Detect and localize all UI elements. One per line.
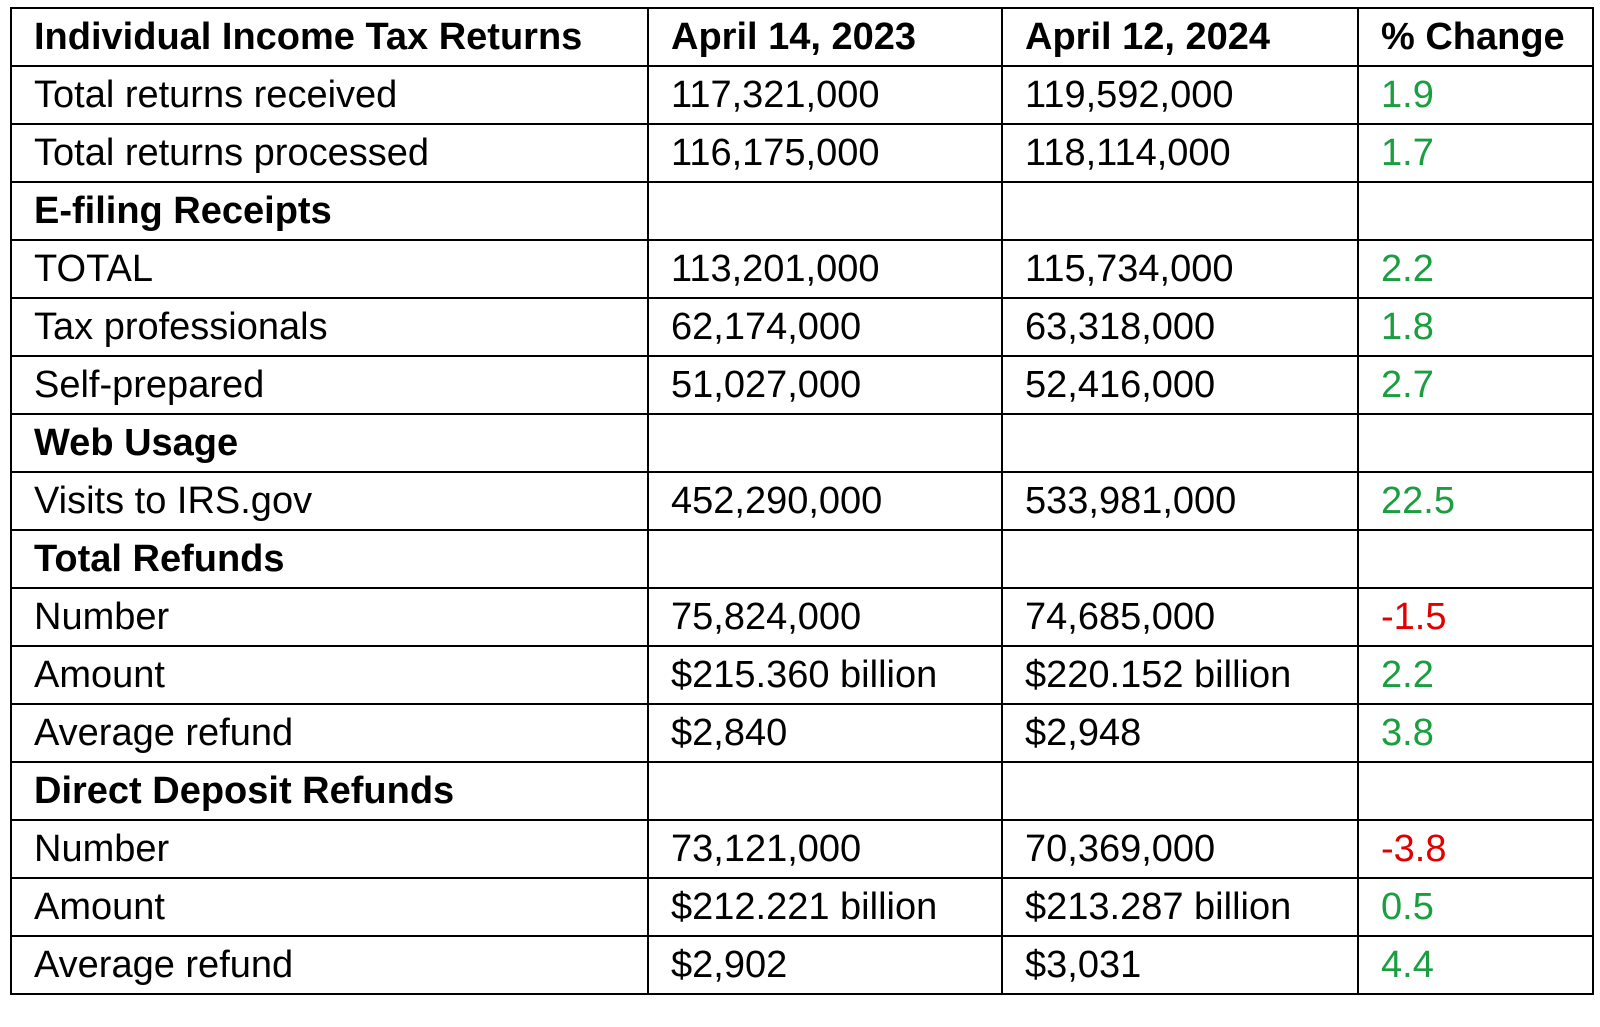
value-2024: 70,369,000 [1002,820,1358,878]
table-row [11,298,1593,356]
section-title: Direct Deposit Refunds [11,762,648,820]
value-2024: $213.287 billion [1002,878,1358,936]
table-row [11,240,1593,298]
percent-change: 1.8 [1358,298,1593,356]
percent-change: 4.4 [1358,936,1593,994]
percent-change: -3.8 [1358,820,1593,878]
value-2024: 533,981,000 [1002,472,1358,530]
empty-cell [648,530,1002,588]
table-row [11,472,1593,530]
value-2024: $220.152 billion [1002,646,1358,704]
row-label: Visits to IRS.gov [11,472,648,530]
table-row [11,124,1593,182]
row-label: Number [11,588,648,646]
value-2024: 115,734,000 [1002,240,1358,298]
percent-change: 2.2 [1358,646,1593,704]
row-label: Tax professionals [11,298,648,356]
table-row [11,66,1593,124]
row-label: Number [11,820,648,878]
percent-change: 1.7 [1358,124,1593,182]
empty-cell [1358,762,1593,820]
row-label: TOTAL [11,240,648,298]
section-header-row [11,182,1593,240]
value-2023: 51,027,000 [648,356,1002,414]
header-2024: April 12, 2024 [1002,8,1358,66]
section-header-row [11,414,1593,472]
row-label: Total returns processed [11,124,648,182]
value-2023: 113,201,000 [648,240,1002,298]
value-2024: 63,318,000 [1002,298,1358,356]
header-category: Individual Income Tax Returns [11,8,648,66]
empty-cell [648,182,1002,240]
table-row [11,588,1593,646]
header-percent-change: % Change [1358,8,1593,66]
row-label: Self-prepared [11,356,648,414]
value-2024: 74,685,000 [1002,588,1358,646]
empty-cell [1002,182,1358,240]
value-2024: 119,592,000 [1002,66,1358,124]
value-2024: 118,114,000 [1002,124,1358,182]
value-2024: $3,031 [1002,936,1358,994]
table-row [11,704,1593,762]
value-2023: $212.221 billion [648,878,1002,936]
value-2023: 117,321,000 [648,66,1002,124]
table-row [11,820,1593,878]
value-2023: $2,840 [648,704,1002,762]
table-row [11,646,1593,704]
row-label: Average refund [11,704,648,762]
row-label: Amount [11,878,648,936]
percent-change: 2.7 [1358,356,1593,414]
value-2023: $2,902 [648,936,1002,994]
value-2023: 75,824,000 [648,588,1002,646]
header-2023: April 14, 2023 [648,8,1002,66]
value-2023: 116,175,000 [648,124,1002,182]
tax-statistics-table [10,7,1594,995]
value-2024: $2,948 [1002,704,1358,762]
header-row [11,8,1593,66]
table-header [11,8,1593,66]
value-2023: 62,174,000 [648,298,1002,356]
table-row [11,356,1593,414]
row-label: Average refund [11,936,648,994]
table-body [11,66,1593,994]
empty-cell [648,414,1002,472]
empty-cell [648,762,1002,820]
empty-cell [1358,414,1593,472]
value-2023: 452,290,000 [648,472,1002,530]
empty-cell [1002,414,1358,472]
percent-change: 0.5 [1358,878,1593,936]
empty-cell [1002,762,1358,820]
empty-cell [1358,182,1593,240]
row-label: Total returns received [11,66,648,124]
table-row [11,878,1593,936]
percent-change: 3.8 [1358,704,1593,762]
value-2023: $215.360 billion [648,646,1002,704]
row-label: Amount [11,646,648,704]
value-2024: 52,416,000 [1002,356,1358,414]
empty-cell [1002,530,1358,588]
section-title: Total Refunds [11,530,648,588]
section-header-row [11,762,1593,820]
percent-change: 1.9 [1358,66,1593,124]
section-title: E-filing Receipts [11,182,648,240]
section-title: Web Usage [11,414,648,472]
value-2023: 73,121,000 [648,820,1002,878]
percent-change: 22.5 [1358,472,1593,530]
table-row [11,936,1593,994]
percent-change: -1.5 [1358,588,1593,646]
section-header-row [11,530,1593,588]
percent-change: 2.2 [1358,240,1593,298]
empty-cell [1358,530,1593,588]
